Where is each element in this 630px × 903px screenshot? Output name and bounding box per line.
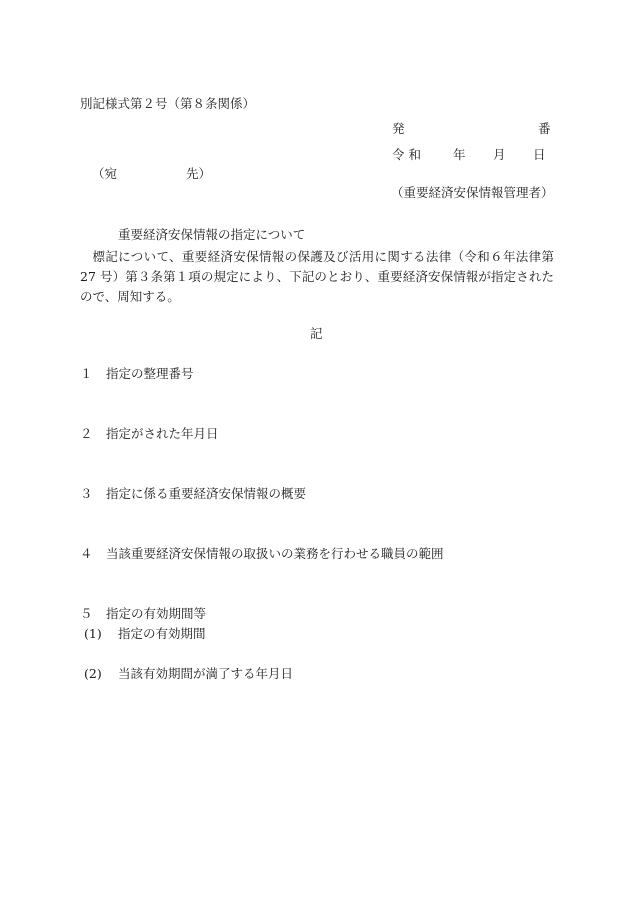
issue-number-prefix: 発	[392, 121, 405, 136]
issue-number-suffix: 番	[538, 121, 551, 136]
document-subject: 重要経済安保情報の指定について	[118, 227, 306, 242]
item-number: ５	[80, 606, 93, 621]
item-number: ２	[80, 426, 93, 441]
form-label: 別記様式第２号（第８条関係）	[80, 96, 256, 111]
sub-list-item	[84, 668, 293, 681]
list-item	[80, 548, 444, 561]
list-item	[80, 368, 194, 381]
subitem-number: (1)	[84, 626, 102, 641]
subitem-label: 指定の有効期間	[118, 626, 206, 641]
subitem-number: (2)	[84, 666, 102, 681]
sub-list-item	[84, 628, 206, 641]
item-number: １	[80, 366, 93, 381]
list-item	[80, 608, 206, 621]
item-label: 指定に係る重要経済安保情報の概要	[106, 486, 307, 501]
addressee-open: （宛	[92, 166, 118, 181]
item-label: 指定の有効期間等	[106, 606, 207, 621]
item-label: 指定がされた年月日	[106, 426, 219, 441]
item-number: ３	[80, 486, 93, 501]
body-paragraph: 標記について、重要経済安保情報の保護及び活用に関する法律（令和６年法律第 27 号）第３条第１項の規定により、下記のとおり、重要経済安保情報が指定されたので、周知する。	[80, 249, 554, 304]
list-item	[80, 428, 219, 441]
item-number: ４	[80, 546, 93, 561]
issuer-title: （重要経済安保情報管理者）	[391, 185, 554, 200]
date-era: 令 和	[392, 147, 421, 162]
item-label: 当該重要経済安保情報の取扱いの業務を行わせる職員の範囲	[106, 546, 444, 561]
ki-heading: 記	[310, 326, 323, 341]
list-item	[80, 488, 306, 501]
addressee-close: 先）	[186, 166, 212, 181]
date-year-label: 年	[453, 147, 466, 162]
date-day-label: 日	[533, 147, 546, 162]
date-month-label: 月	[493, 147, 506, 162]
item-label: 指定の整理番号	[106, 366, 194, 381]
subitem-label: 当該有効期間が満了する年月日	[118, 666, 294, 681]
